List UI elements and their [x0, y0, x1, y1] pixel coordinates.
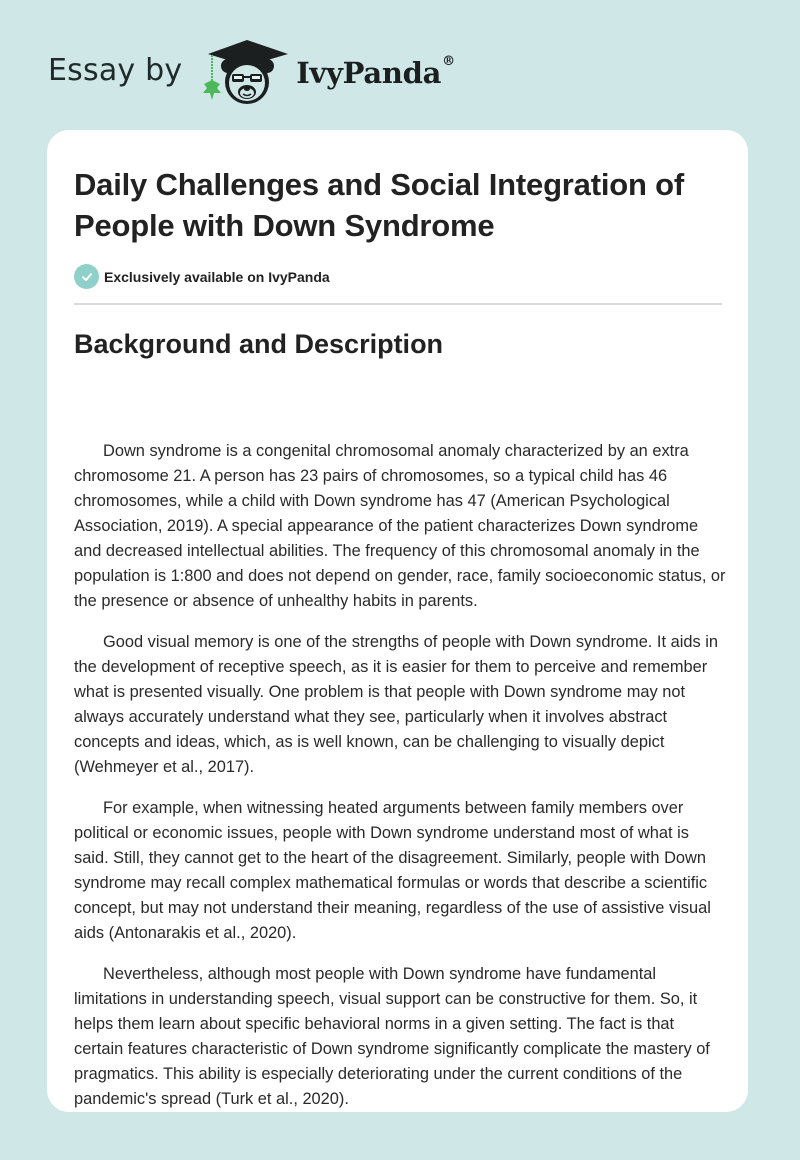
brand-text: IvyPanda	[296, 56, 442, 90]
paragraph: Nevertheless, although most people with Down syndrome have fundamental limitations in understanding speech, visual support can be constructive for them. So, it helps them learn about specific behavioral norms in a given setting. The fact is that certain features characteristic of Down syndrome significantly complicate the mastery of pragmatics. This ability is especially deteriorating under the current conditions of the pandemic's spread (Turk et al., 2020).	[74, 965, 710, 1108]
check-circle-icon	[74, 264, 99, 289]
essay-card	[47, 130, 748, 1112]
registered-mark: ®	[442, 54, 455, 69]
divider	[74, 303, 722, 305]
paragraph: For example, when witnessing heated arguments between family members over political or economic issues, people with Down syndrome understand most of what is said. Still, they cannot get to the heart of the disagreement. Similarly, people with Down syndrome may recall complex mathematical formulas or words that describe a scientific concept, but may not understand their meaning, regardless of the use of assistive visual aids (Antonarakis et al., 2020).	[74, 799, 711, 942]
site-header	[48, 36, 455, 108]
paragraph: Good visual memory is one of the strengths of people with Down syndrome. It aids in the development of receptive speech, as it is easier for them to perceive and remember what is presented visually. One problem is that people with Down syndrome may not always accurately understand what they see, particularly when it involves abstract concepts and ideas, which, as is well known, can be challenging to visually depict (Wehmeyer et al., 2017).	[74, 633, 718, 776]
paragraph: Down syndrome is a congenital chromosomal anomaly characterized by an extra chromosome 21. A person has 23 pairs of chromosomes, so a typical child has 46 chromosomes, while a child with Down syndrome has 47 (American Psychological Association, 2019). A special appearance of the patient characterizes Down syndrome and decreased intellectual abilities. The frequency of this chromosomal anomaly in the population is 1:800 and does not depend on gender, race, family socioeconomic status, or the presence or absence of unhealthy habits in parents.	[74, 442, 726, 610]
panda-graduate-icon[interactable]	[200, 36, 290, 108]
essay-by-label: Essay by	[48, 52, 183, 88]
exclusive-badge	[74, 264, 330, 289]
essay-body	[74, 439, 726, 1128]
exclusive-text: Exclusively available on IvyPanda	[104, 268, 330, 285]
brand-name[interactable]	[296, 56, 455, 90]
page-title: Daily Challenges and Social Integration of People with Down Syndrome	[74, 167, 684, 243]
section-heading: Background and Description	[74, 329, 444, 359]
